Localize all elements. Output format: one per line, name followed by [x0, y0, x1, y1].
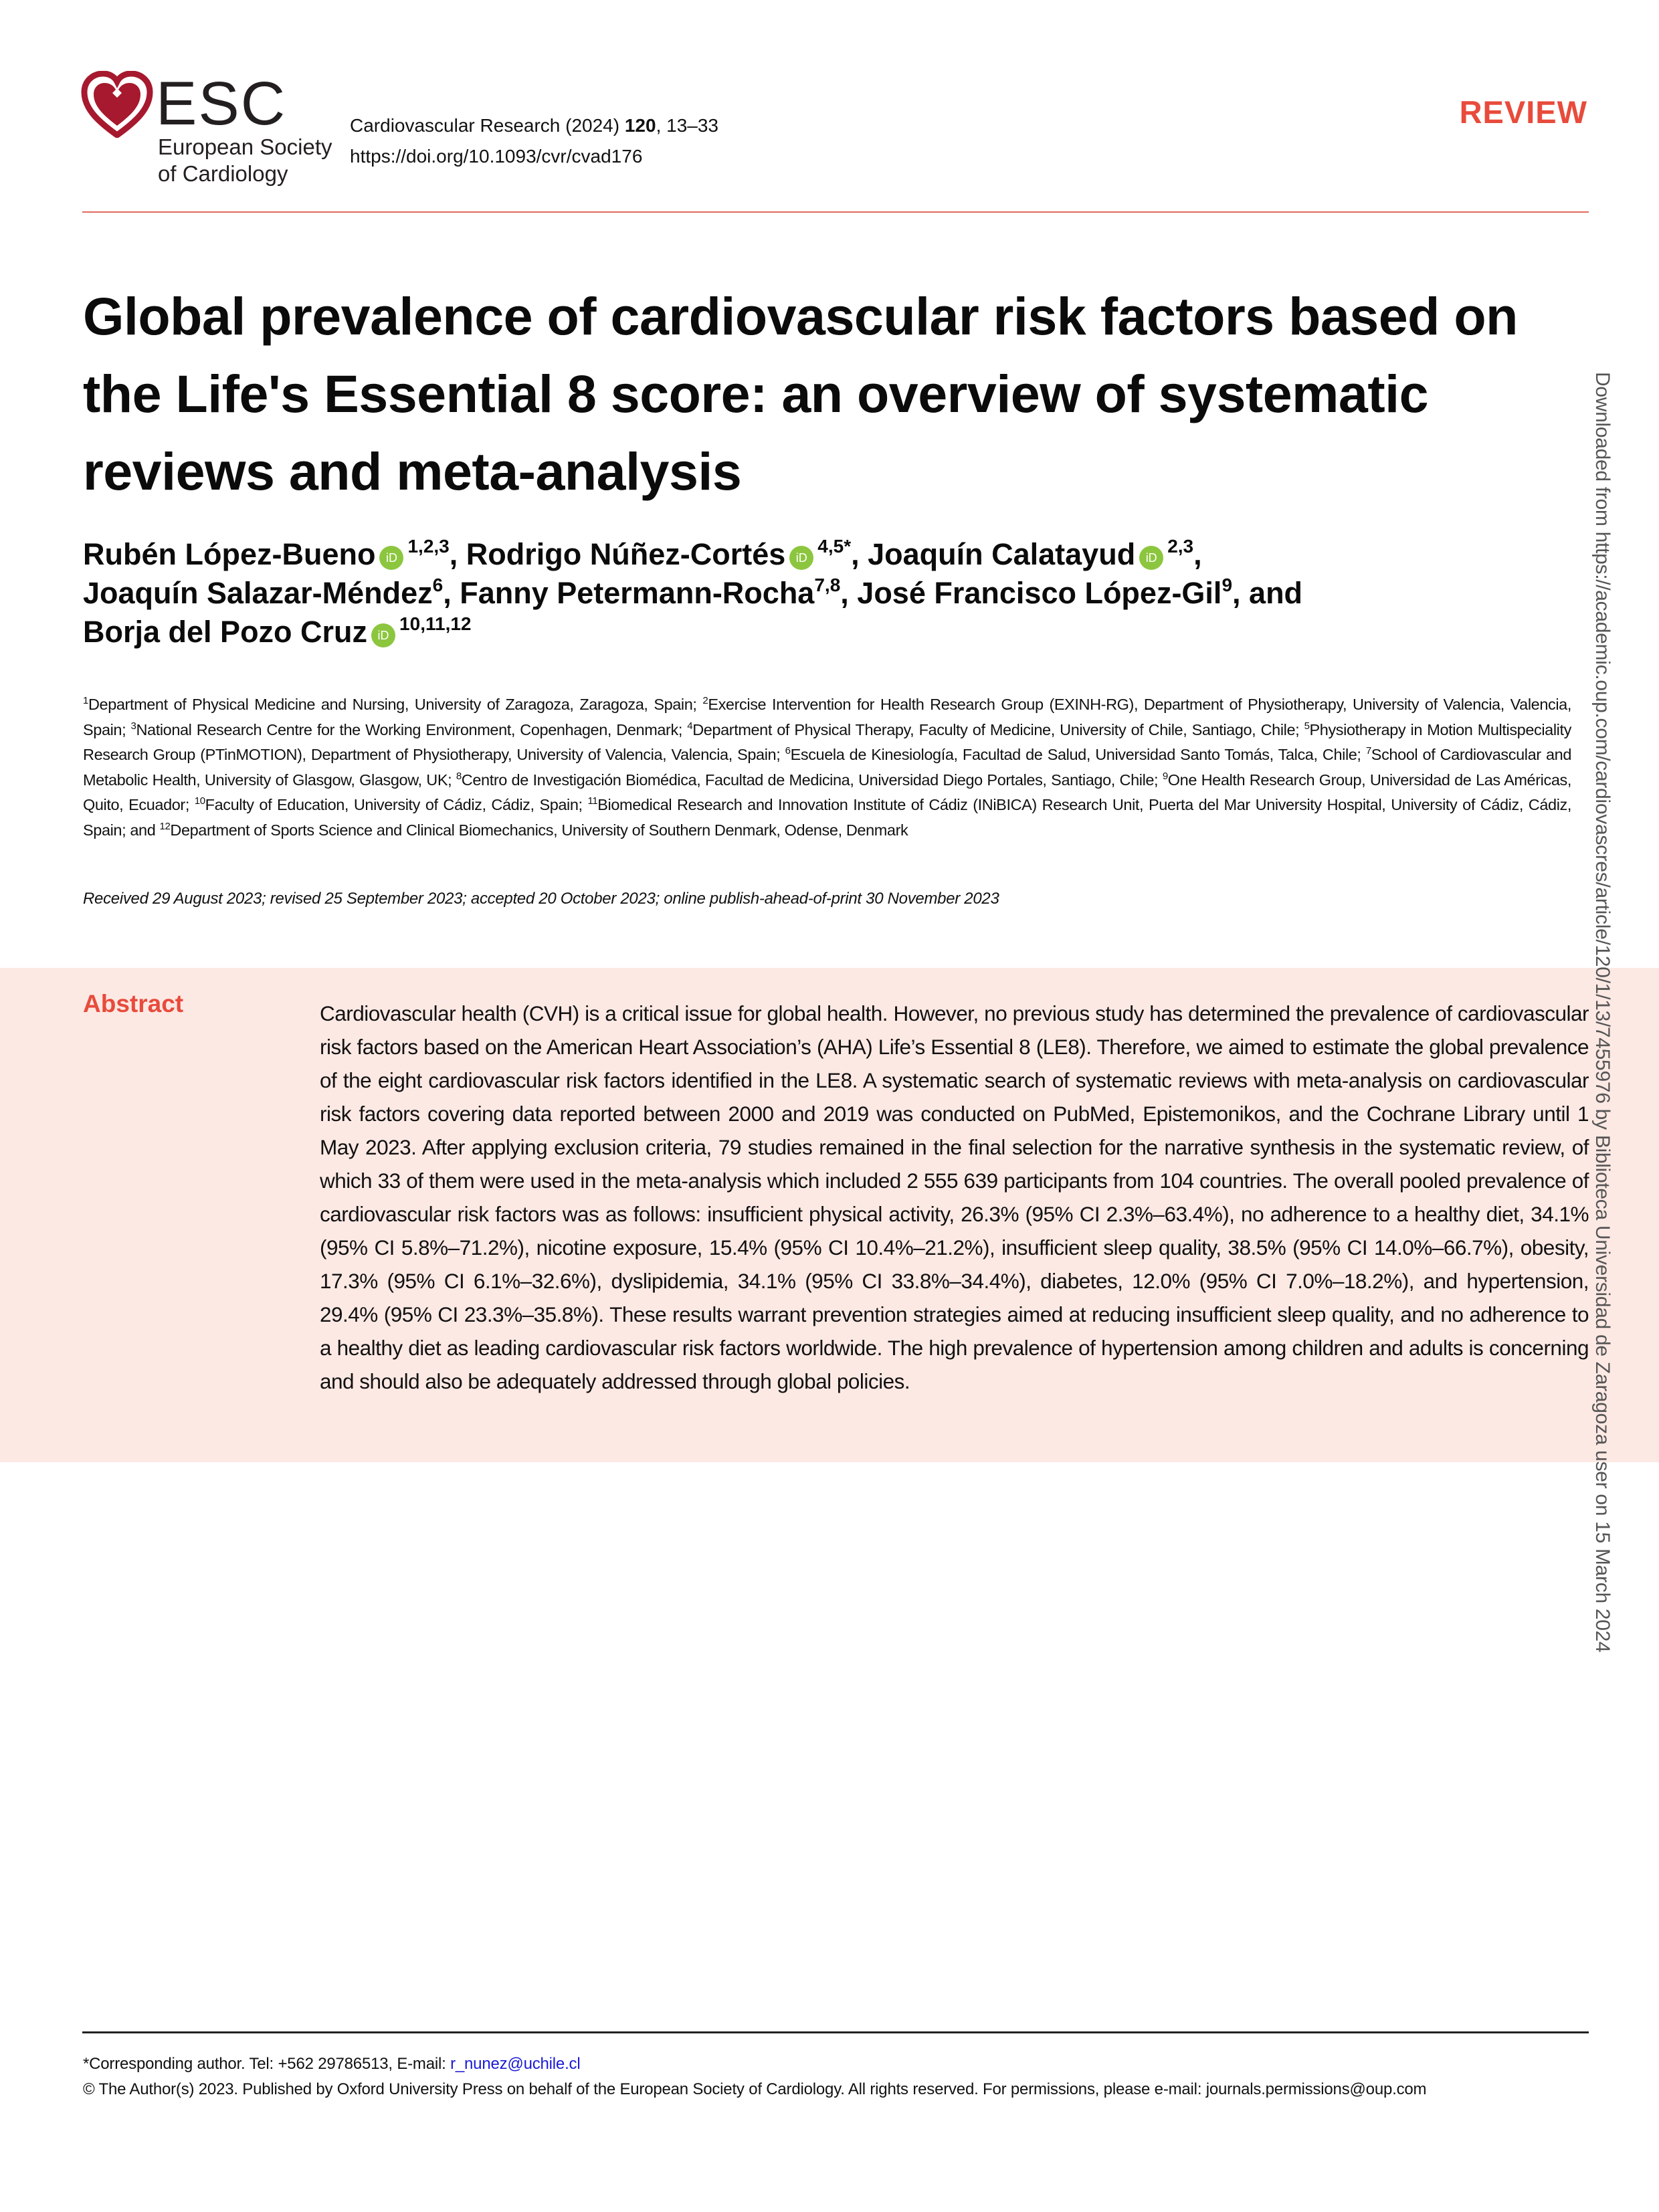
affiliation-marker: 7,8 [814, 575, 841, 595]
affiliation-marker: 4,5* [817, 536, 852, 557]
logo-line-1: European Society [158, 134, 332, 159]
affiliation: $^{10}$Faculty of Education, University of Cádiz, Cádiz, Spain; [194, 795, 588, 813]
doi-link[interactable]: https://doi.org/10.1093/cvr/cvad176 [350, 146, 643, 167]
corresponding-author-text: *Corresponding author. Tel: +562 29786513, E-mail: [83, 2055, 451, 2073]
affiliation-marker: 2,3 [1167, 536, 1194, 557]
author-name: Joaquín Salazar-Méndez [83, 576, 433, 610]
orcid-icon[interactable]: iD [379, 546, 403, 570]
article-title: Global prevalence of cardiovascular risk factors based on the Life's Essential 8 score: an overview of systematic reviews and meta-analysis [83, 286, 1518, 501]
journal-volume: 120 [624, 115, 656, 136]
author-separator: , and [1232, 576, 1303, 610]
author-name: Borja del Pozo Cruz [83, 615, 368, 649]
author-list [83, 535, 1595, 651]
journal-pages: , 13–33 [656, 115, 718, 136]
orcid-icon[interactable]: iD [1139, 546, 1163, 570]
affiliation-marker: 9 [1222, 575, 1233, 595]
affiliation-marker: 1,2,3 [407, 536, 450, 557]
author-separator: , [840, 576, 858, 610]
affiliation-number: 8 [456, 770, 462, 782]
affiliation: $^{12}$Department of Sports Science and Clinical Biomechanics, University of Southern Denmark, Odense, Denmark [159, 820, 908, 839]
affiliation: $^6$Escuela de Kinesiología, Facultad de Salud, Universidad Santo Tomás, Talca, Chile; [785, 745, 1366, 763]
journal-name: Cardiovascular Research (2024) [350, 115, 620, 136]
affiliation-number: 12 [159, 820, 171, 832]
affiliation: $^7$School of Cardiovascular and Metabolic Health, University of Glasgow, Glasgow, UK; [83, 745, 1572, 789]
author-name: José Francisco López-Gil [857, 576, 1222, 610]
affiliation-number: 11 [587, 795, 598, 807]
affiliation: $^8$Centro de Investigación Biomédica, Facultad de Medicina, Universidad Diego Portales, Santiago, Chile; [456, 770, 1163, 789]
esc-logo [80, 67, 361, 194]
affiliation-marker: 6 [432, 575, 444, 595]
affiliation-number: 7 [1365, 745, 1371, 757]
article-type-label: REVIEW [1459, 94, 1587, 130]
affiliation: $^3$National Research Centre for the Working Environment, Copenhagen, Denmark; [130, 720, 688, 738]
download-watermark: Downloaded from https://academic.oup.com/cardiovascres/article/120/1/13/7455976 by Biblioteca Universidad de Zaragoza user on 15 March 2024 [1591, 372, 1614, 1653]
affiliation-number: 1 [83, 695, 88, 706]
author [857, 576, 1302, 610]
footnotes [83, 2051, 1426, 2102]
affiliation-number: 10 [194, 795, 205, 807]
author-separator: , [1193, 537, 1202, 571]
corresponding-author-note [83, 2051, 1426, 2077]
esc-heart-logo-icon [80, 71, 154, 138]
author-name: Fanny Petermann-Rocha [460, 576, 815, 610]
orcid-icon[interactable]: iD [789, 546, 813, 570]
publication-dates: Received 29 August 2023; revised 25 September 2023; accepted 20 October 2023; online publish-ahead-of-print 30 November 2023 [83, 890, 999, 908]
author [83, 615, 472, 649]
author-name: Rubén López-Bueno [83, 537, 376, 571]
page-header [0, 0, 1659, 214]
logo-line-2: of Cardiology [158, 161, 288, 186]
affiliation-number: 6 [785, 745, 791, 757]
corresponding-email-link[interactable]: r_nunez@uchile.cl [450, 2055, 581, 2073]
affiliation-number: 5 [1304, 720, 1310, 732]
abstract-heading: Abstract [83, 990, 184, 1017]
affiliation-marker: 10,11,12 [399, 613, 472, 634]
affiliation: $^1$Department of Physical Medicine and Nursing, University of Zaragoza, Zaragoza, Spain; [83, 695, 703, 713]
affiliation-number: 9 [1162, 770, 1168, 782]
affiliations [83, 692, 1571, 843]
journal-citation [350, 110, 718, 172]
affiliation: $^5$Physiotherapy in Motion Multispeciality Research Group (PTinMOTION), Department of Physiotherapy, University of Valencia, Valencia, Spain; [83, 720, 1571, 763]
author [868, 537, 1202, 571]
author-separator: , [449, 537, 466, 571]
abstract-body: Cardiovascular health (CVH) is a critical issue for global health. However, no previous study has determined the prevalence of cardiovascular risk factors based on the American Heart Association’s (AHA) Life’s Essential 8 (LE8). Therefore, we aimed to estimate the global prevalence of the eight cardiovascular risk factors identified in the LE8. A systematic search of systematic reviews with meta-analysis on cardiovascular risk factors covering data reported between 2000 and 2019 was conducted on PubMed, Epistemonikos, and the Cochrane Library until 1 May 2023. After applying exclusion criteria, 79 studies remained in the final selection for the narrative synthesis in the systematic review, of which 33 of them were used in the meta-analysis which included 2 555 639 participants from 104 countries. The overall pooled prevalence of cardiovascular risk factors was as follows: insufficient physical activity, 26.3% (95% CI 2.3%–63.4%), no adherence to a healthy diet, 34.1% (95% CI 5.8%–71.2%), nicotine exposure, 15.4% (95% CI 10.4%–21.2%), insufficient sleep quality, 38.5% (95% CI 14.0%–66.7%), obesity, 17.3% (95% CI 6.1%–32.6%), dyslipidemia, 34.1% (95% CI 33.8%–34.4%), diabetes, 12.0% (95% CI 7.0%–18.2%), and hypertension, 29.4% (95% CI 23.3%–35.8%). These results warrant prevention strategies aimed at reducing insufficient sleep quality, and no adherence to a healthy diet as leading cardiovascular risk factors worldwide. The high prevalence of hypertension among children and adults is concerning and should also be adequately addressed through global policies. [320, 1001, 1589, 1393]
copyright-notice: © The Author(s) 2023. Published by Oxford University Press on behalf of the European Society of Cardiology. All rights reserved. For permissions, please e-mail: journals.permissions@oup.com [83, 2080, 1427, 2098]
affiliation-number: 4 [687, 720, 693, 732]
logo-subtitle [158, 134, 332, 187]
author-name: Joaquín Calatayud [868, 537, 1136, 571]
logo-acronym: ESC [156, 70, 287, 138]
affiliation: $^4$Department of Physical Therapy, Faculty of Medicine, University of Chile, Santiago, Chile; [687, 720, 1304, 738]
author [83, 576, 460, 610]
author [460, 576, 857, 610]
author [83, 537, 466, 571]
affiliation-number: 2 [702, 695, 708, 706]
affiliation: $^2$Exercise Intervention for Health Research Group (EXINH-RG), Department of Physiotherapy, University of Valencia, Valencia, Spain; [83, 695, 1571, 738]
author [466, 537, 868, 571]
journal-reference [350, 110, 718, 141]
orcid-icon[interactable]: iD [371, 623, 395, 647]
author-separator: , [851, 537, 868, 571]
author-name: Rodrigo Núñez-Cortés [466, 537, 786, 571]
affiliation-number: 3 [130, 720, 136, 732]
author-separator: , [443, 576, 460, 610]
affiliation: $^{11}$Biomedical Research and Innovation Institute of Cádiz (INiBICA) Research Unit, Puerta del Mar University Hospital, University of Cádiz, Cádiz, Spain; and [83, 795, 1571, 839]
affiliation: $^9$One Health Research Group, Universidad de Las Américas, Quito, Ecuador; [83, 770, 1571, 813]
footer-divider [82, 2031, 1589, 2033]
header-divider [82, 211, 1589, 213]
